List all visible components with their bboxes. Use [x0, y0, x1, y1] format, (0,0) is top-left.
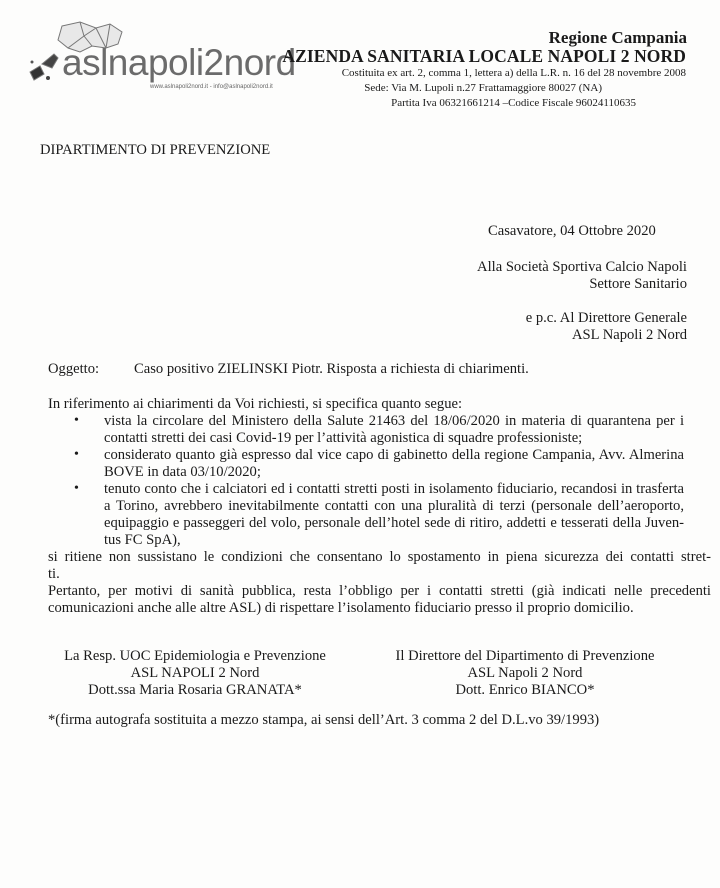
bullet-icon: •	[74, 413, 79, 428]
bullet-icon: •	[74, 481, 79, 496]
bullet-item-2	[104, 447, 684, 481]
paragraph-line: comunicazioni anche alle altre ASL) di rispettare l’isolamento fiduciario presso il proprio domicilio.	[48, 600, 634, 616]
closing-paragraph	[48, 583, 711, 617]
footnote: *(firma autografa sostituita a mezzo stampa, ai sensi dell’Art. 3 comma 2 del D.L.vo 39/1993)	[48, 712, 600, 728]
signature-role: Il Direttore del Dipartimento di Prevenzione	[395, 648, 655, 664]
subject-text: Caso positivo ZIELINSKI Piotr. Risposta a richiesta di chiarimenti.	[134, 361, 529, 377]
signature-org: ASL NAPOLI 2 Nord	[130, 665, 260, 681]
cc-line-2: ASL Napoli 2 Nord	[572, 327, 687, 343]
paragraph-line: ti.	[48, 566, 60, 582]
department-title: DIPARTIMENTO DI PREVENZIONE	[40, 142, 271, 158]
header-tax-line: Partita Iva 06321661214 –Codice Fiscale 96024110635	[391, 97, 636, 109]
bullet-line: tenuto conto che i calciatori ed i contatti stretti posti in isolamento fiduciario, recandosi in trasferta	[104, 481, 684, 497]
bullet-line: tus FC SpA),	[104, 532, 181, 548]
subject-label: Oggetto:	[48, 361, 100, 377]
bullet-line: a Torino, avrebbero inevitabilmente contatti con una pluralità di terzi (personale dell’aeroporto,	[104, 498, 684, 514]
signature-left	[40, 648, 350, 699]
logo-wordmark: aslnapoli2nord	[62, 42, 296, 83]
paragraph-line: si ritiene non sussistano le condizioni che consentano lo spostamento in piena sicurezza dei contatti stret-	[48, 549, 711, 565]
signature-name: Dott. Enrico BIANCO*	[455, 682, 595, 698]
bullet-item-3	[104, 481, 684, 549]
bullet-line: contatti stretti dei casi Covid-19 per l’attività agonistica di squadre professioniste;	[104, 430, 583, 446]
recipient-line-1: Alla Società Sportiva Calcio Napoli	[477, 259, 687, 275]
header-agency: AZIENDA SANITARIA LOCALE NAPOLI 2 NORD	[282, 46, 686, 66]
cc-line-1: e p.c. Al Direttore Generale	[525, 310, 687, 326]
logo-website: www.aslnapoli2nord.it - info@aslnapoli2nord.it	[150, 84, 273, 90]
bullet-line: equipaggio e passeggeri del volo, personale dell’hotel sede di ritiro, addetti e tesserati della Juven-	[104, 515, 684, 531]
bullet-item-1	[104, 413, 684, 447]
recipient-line-2: Settore Sanitario	[589, 276, 687, 292]
header-region: Regione Campania	[548, 28, 687, 47]
signature-org: ASL Napoli 2 Nord	[467, 665, 583, 681]
paragraph-line: Pertanto, per motivi di sanità pubblica, resta l’obbligo per i contatti stretti (già indicati nelle precedenti	[48, 583, 711, 599]
signature-role: La Resp. UOC Epidemiologia e Prevenzione	[64, 648, 326, 664]
body-intro: In riferimento ai chiarimenti da Voi richiesti, si specifica quanto segue:	[48, 396, 463, 412]
signature-right	[375, 648, 675, 699]
bullet-line: considerato quanto già espresso dal vice capo di gabinetto della regione Campania, Avv. Almerina	[104, 447, 684, 463]
bullet-line: vista la circolare del Ministero della Salute 21463 del 18/06/2020 in materia di quarantena per i	[104, 413, 684, 429]
header-address-line: Sede: Via M. Lupoli n.27 Frattamaggiore 80027 (NA)	[364, 82, 602, 94]
conclusion-paragraph	[48, 549, 711, 583]
header-legal-line: Costituita ex art. 2, comma 1, lettera a) della L.R. n. 16 del 28 novembre 2008	[341, 67, 686, 79]
bullet-icon: •	[74, 447, 79, 462]
signature-name: Dott.ssa Maria Rosaria GRANATA*	[88, 682, 302, 698]
bullet-line: BOVE in data 03/10/2020;	[104, 464, 261, 480]
letter-date: Casavatore, 04 Ottobre 2020	[488, 223, 656, 239]
